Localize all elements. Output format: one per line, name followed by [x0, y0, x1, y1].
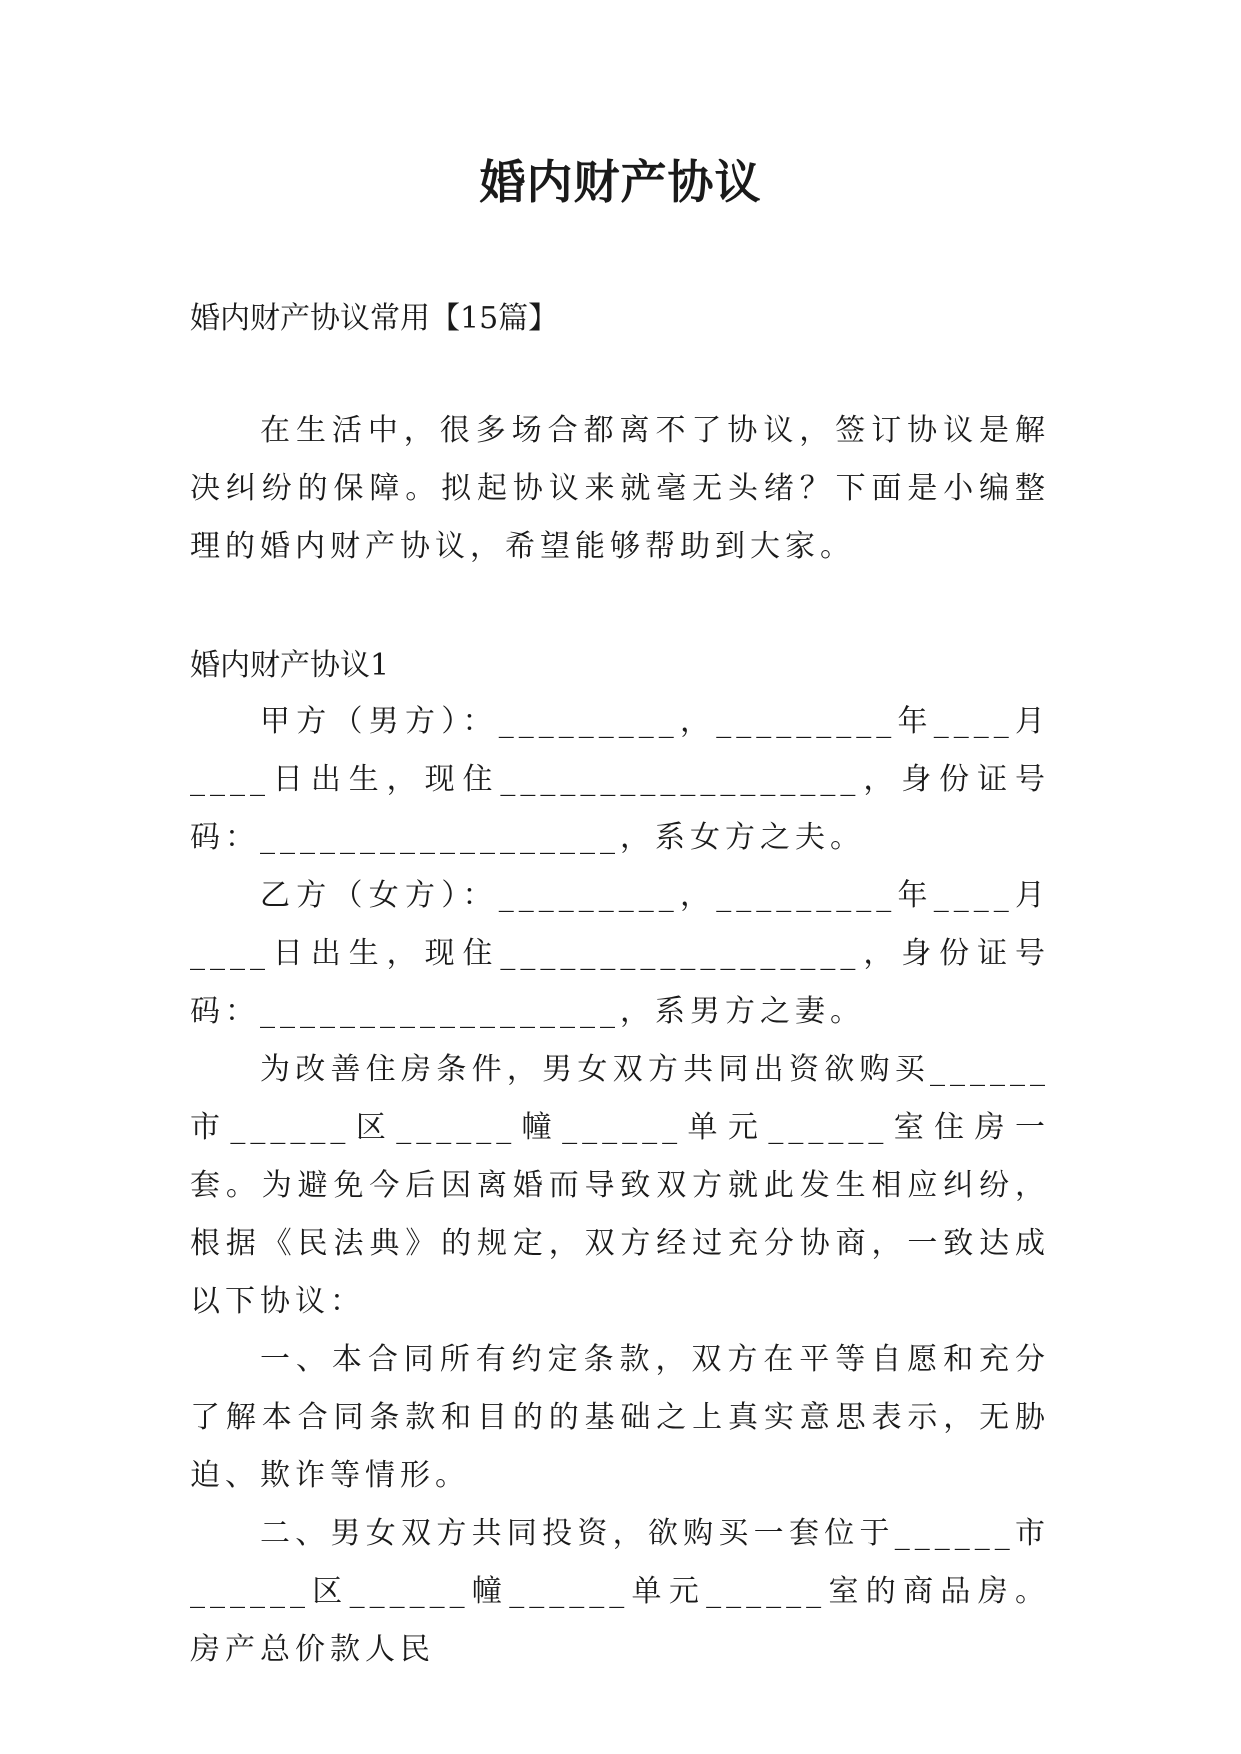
clause-2-paragraph: 二、男女双方共同投资，欲购买一套位于______市______区______幢______单元______室的商品房。房产总价款人民	[190, 1516, 1050, 1667]
document-subtitle: 婚内财产协议常用【15篇】	[190, 301, 559, 336]
clause-1-paragraph: 一、本合同所有约定条款，双方在平等自愿和充分了解本合同条款和目的的基础之上真实意思表示，无胁迫、欺诈等情形。	[190, 1342, 1050, 1493]
party-a-paragraph: 甲方（男方）：_________，_________年____月____日出生，现住__________________，身份证号码：__________________，系女方之夫。	[190, 704, 1050, 855]
document-title: 婚内财产协议	[479, 155, 762, 209]
party-b-paragraph: 乙方（女方）：_________，_________年____月____日出生，现住__________________，身份证号码：__________________，系男方之妻。	[190, 878, 1050, 1029]
purpose-paragraph: 为改善住房条件，男女双方共同出资欲购买______市______区______幢______单元______室住房一套。为避免今后因离婚而导致双方就此发生相应纠纷，根据《民法典》的规定，双方经过充分协商，一致达成以下协议：	[190, 1052, 1050, 1319]
agreement-body	[190, 693, 1050, 1679]
section-heading: 婚内财产协议1	[190, 648, 390, 683]
intro-paragraph: 在生活中，很多场合都离不了协议，签订协议是解决纠纷的保障。拟起协议来就毫无头绪？下面是小编整理的婚内财产协议，希望能够帮助到大家。	[190, 413, 1050, 564]
